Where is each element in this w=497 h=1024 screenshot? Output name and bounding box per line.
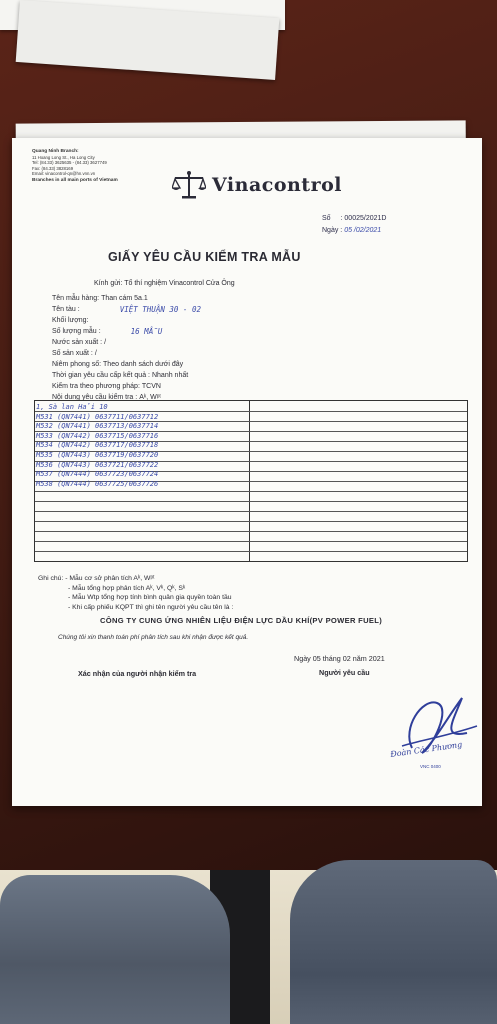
field-label: Số sản xuất :: [52, 350, 93, 357]
field-row: [52, 293, 432, 304]
branch-address-block: [32, 148, 118, 184]
sample-row: M532 (QN7441) 0637713/0637714: [36, 422, 159, 431]
branch-line: Fax: (84.33) 3828169: [32, 165, 74, 171]
field-label: Kiểm tra theo phương pháp:: [52, 383, 140, 390]
sample-row: M537 (QN7444) 0637723/0637724: [36, 470, 159, 479]
field-value: Theo danh sách dưới đây: [103, 361, 184, 368]
sample-row: M536 (QN7443) 0637721/0637722: [36, 460, 159, 469]
sample-row: M534 (QN7442) 0637717/0637718: [36, 441, 159, 450]
table-rule: [35, 541, 467, 542]
note-line: Ghi chú: - Mẫu cơ sở phân tích Aᵏ, Wᵖᵗ: [38, 575, 155, 582]
sample-row: 1, Sà lan Hải 10: [36, 403, 108, 411]
field-value: TCVN: [141, 383, 161, 390]
document-date: [322, 227, 381, 234]
so-label: Số: [322, 215, 331, 222]
table-rule: [35, 491, 467, 492]
branch-line: Email: vinacontrol-qn@hn.vnn.vn: [32, 171, 96, 177]
field-value: :: [98, 328, 101, 335]
addressee-line: Kính gửi: Tổ thí nghiệm Vinacontrol Cửa Ông: [94, 280, 235, 287]
field-label: Khối lượng:: [52, 317, 89, 324]
field-value: :: [77, 306, 80, 313]
company-name: CÔNG TY CUNG ỨNG NHIÊN LIỆU ĐIỆN LỰC DẦU KHÍ(PV POWER FUEL): [100, 616, 383, 625]
table-rule: [35, 511, 467, 512]
field-value: Nhanh nhất: [151, 372, 189, 379]
field-row: [52, 381, 432, 392]
so-value: : 00025/2021D: [340, 215, 387, 222]
request-form-sheet: [12, 138, 482, 806]
jeans-left-leg: [0, 875, 230, 1024]
sample-row: M538 (QN7444) 0637725/0637726: [36, 479, 159, 488]
note-line: - Mẫu Wtp tổng hợp tính bình quân gia quyền toàn tầu: [68, 594, 232, 602]
field-label: Thời gian yêu cầu cấp kết quả :: [52, 372, 150, 379]
handwritten-sample-list: [36, 403, 246, 489]
form-title: GIẤY YÊU CẦU KIỂM TRA MẪU: [108, 250, 301, 264]
document-number: [322, 215, 386, 222]
vinacontrol-logo: [172, 170, 342, 200]
note-line: - Khi cấp phiếu KQPT thì ghi tên người yêu cầu tên là :: [68, 603, 234, 611]
payment-note: Chúng tôi xin thanh toán phí phân tích sau khi nhận được kết quả.: [58, 634, 249, 641]
requester-label: Người yêu cầu: [319, 668, 370, 677]
field-label: Tên mẫu hàng:: [52, 295, 100, 302]
note-line: - Mẫu tổng hợp phân tích Aᵏ, Vᵏ, Qᵏ, Sᵏ: [68, 584, 186, 592]
branch-line: Branches in all main ports of Vietnam: [32, 177, 118, 183]
form-fields: [52, 293, 432, 403]
field-label: Nội dung yêu cầu kiểm tra :: [52, 394, 138, 401]
signature-name: Đoàn Các Phương: [389, 740, 463, 759]
logo-wordmark: Vinacontrol: [212, 174, 342, 196]
scales-icon: [172, 170, 206, 200]
field-value: /: [104, 339, 107, 346]
field-value: /: [94, 350, 97, 357]
notes-block: [38, 574, 233, 612]
table-rule: [35, 551, 467, 552]
ngay-label: Ngày :: [322, 227, 343, 234]
field-label: Nước sản xuất :: [52, 339, 103, 346]
field-value: Aᵏ, Wᵖᵗ: [139, 394, 161, 401]
field-row: [52, 304, 432, 315]
jeans-right-leg: [290, 860, 497, 1024]
field-row: [52, 348, 432, 359]
signature-code: VNC 0400: [420, 764, 441, 769]
table-rule: [35, 521, 467, 522]
signature-date: Ngày 05 tháng 02 năm 2021: [294, 654, 385, 663]
ngay-value: 05 /02/2021: [344, 227, 382, 234]
sample-row: M531 (QN7441) 0637711/0637712: [36, 412, 159, 421]
receiver-confirmation-label: Xác nhận của người nhận kiểm tra: [78, 669, 197, 678]
field-value: Than cám 5a.1: [101, 295, 148, 302]
field-row: [52, 315, 432, 326]
field-row: [52, 370, 432, 381]
table-rule: [35, 501, 467, 502]
branch-line: 11 Hoang Long St., Ha Long City: [32, 154, 95, 160]
sample-row: M535 (QN7443) 0637719/0637720: [36, 450, 159, 459]
field-label: Số lượng mẫu: [52, 328, 97, 335]
field-label: Tên tàu: [52, 306, 76, 313]
field-label: Niêm phong số:: [52, 361, 102, 368]
branch-line: Tel: (84.33) 3625635 - (84.33) 3627749: [32, 160, 107, 166]
sample-row: M533 (QN7442) 0637715/0637716: [36, 431, 159, 440]
table-rule: [35, 531, 467, 532]
field-row: [52, 326, 432, 337]
handwritten-value: VIỆT THUẬN 30 - 02: [119, 305, 201, 314]
field-row: [52, 337, 432, 348]
branch-line: Quang Ninh Branch:: [32, 149, 79, 154]
field-row: [52, 359, 432, 370]
handwritten-value: 16 MẪU: [130, 327, 163, 336]
